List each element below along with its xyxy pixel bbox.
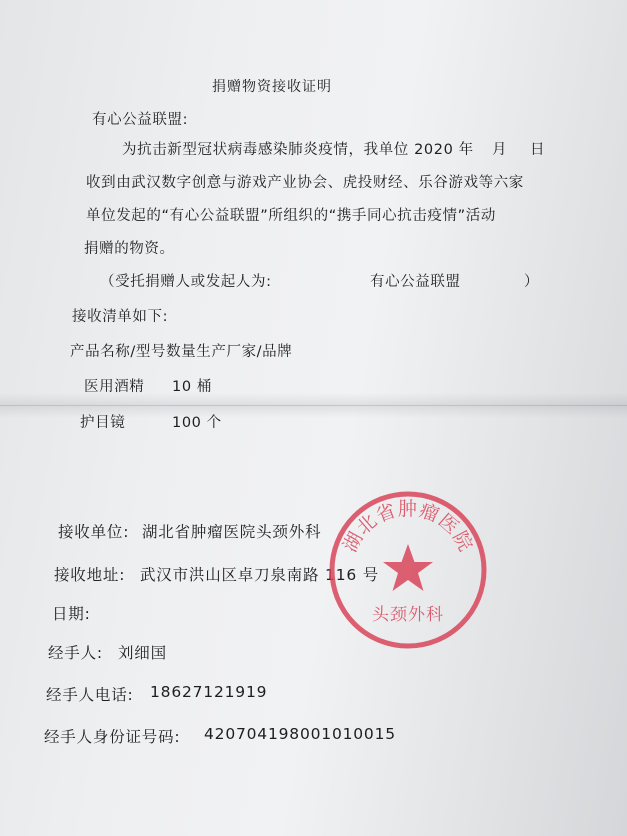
seal-star-icon (383, 544, 433, 591)
paper-fold-line (0, 405, 627, 406)
handler-value: 刘细国 (118, 644, 167, 662)
official-seal-graphic (326, 488, 490, 652)
official-seal (326, 488, 490, 652)
paragraph-day: 日 (530, 142, 546, 158)
handler-phone-value: 18627121919 (150, 683, 268, 701)
paragraph-line-2: 收到由武汉数字创意与游戏产业协会、虎投财经、乐谷游戏等六家 (86, 175, 524, 191)
handler-label: 经手人: (48, 644, 103, 662)
document-title: 捐赠物资接收证明 (212, 79, 332, 95)
entrusted-label: （受托捐赠人或发起人为: (100, 274, 272, 290)
handler-id-label: 经手人身份证号码: (44, 728, 181, 746)
list-heading: 接收清单如下: (72, 309, 169, 325)
paragraph-line-4: 捐赠的物资。 (84, 241, 175, 257)
handler-phone-label: 经手人电话: (46, 686, 134, 704)
entrusted-close: ） (524, 274, 540, 290)
item-quantity: 10 桶 (172, 379, 212, 395)
receiver-unit-label: 接收单位: (58, 523, 130, 541)
paragraph-line-1: 为抗击新型冠状病毒感染肺炎疫情，我单位 2020 年 (122, 142, 474, 158)
receiver-unit-value: 湖北省肿瘤医院头颈外科 (142, 523, 322, 541)
seal-arc-text: 湖北省肿瘤医院 (339, 498, 477, 556)
handler-id-value: 420704198001010015 (204, 725, 396, 743)
entrusted-value: 有心公益联盟 (370, 274, 461, 290)
receiver-address-label: 接收地址: (54, 566, 126, 584)
receiver-address-value: 武汉市洪山区卓刀泉南路 116 号 (140, 566, 380, 584)
seal-bottom-text: 头颈外科 (372, 605, 444, 625)
list-columns: 产品名称/型号数量生产厂家/品牌 (70, 344, 293, 360)
date-label: 日期: (52, 605, 91, 623)
paragraph-line-3: 单位发起的“有心公益联盟”所组织的“携手同心抗击疫情”活动 (86, 208, 496, 224)
item-quantity: 100 个 (172, 415, 222, 431)
item-name: 医用酒精 (84, 379, 145, 395)
paragraph-month: 月 (492, 142, 508, 158)
item-name: 护目镜 (80, 415, 126, 431)
salutation: 有心公益联盟: (92, 112, 189, 128)
